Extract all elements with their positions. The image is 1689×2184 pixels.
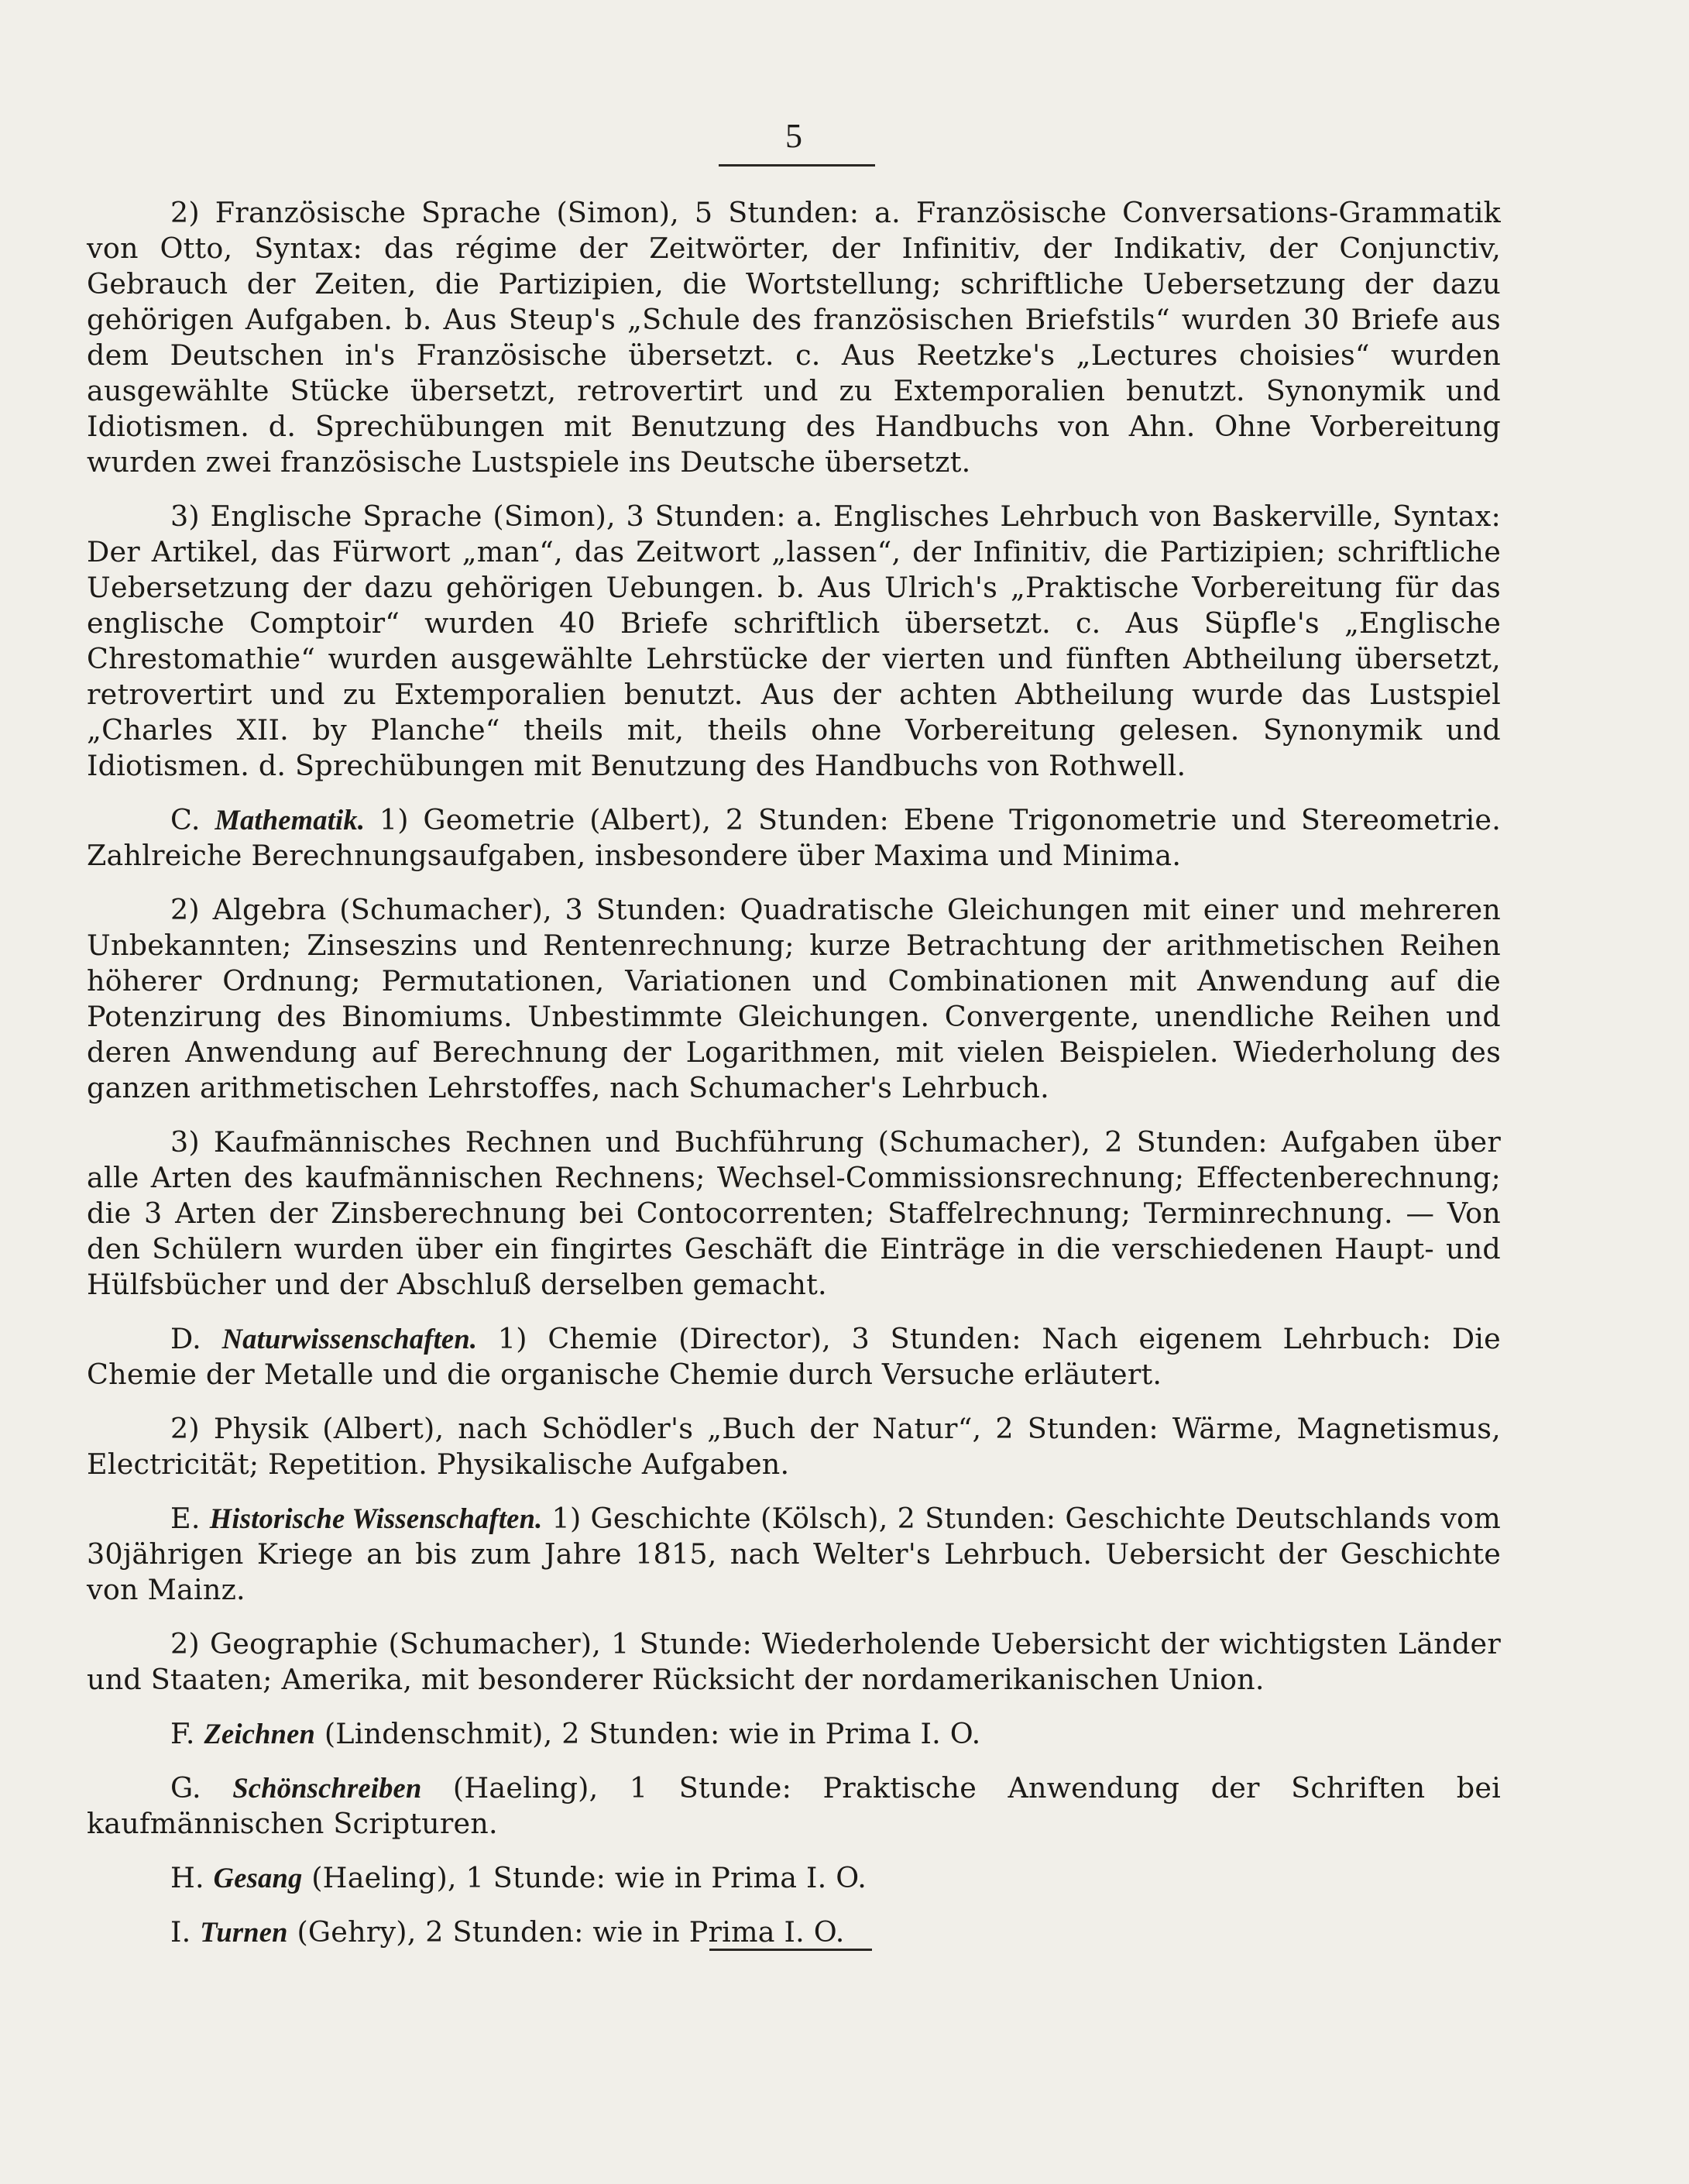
body-text <box>87 195 1501 1950</box>
section-letter: C. <box>170 803 201 836</box>
paragraph-naturwissenschaften <box>87 1321 1501 1392</box>
section-letter: F. <box>170 1717 195 1750</box>
section-heading: Gesang <box>213 1862 303 1894</box>
page-number: 5 <box>785 117 802 155</box>
header-rule <box>719 164 875 167</box>
section-heading: Mathematik. <box>215 804 366 836</box>
paragraph-text: (Lindenschmit), 2 Stunden: wie in Prima I. O. <box>315 1717 981 1750</box>
paragraph-text: 2) Geographie (Schumacher), 1 Stunde: Wiederholende Uebersicht der wichtigsten Länder und Staaten; Amerika, mit besonderer Rücksicht der nordamerikanischen Union. <box>87 1627 1501 1696</box>
paragraph-text: (Haeling), 1 Stunde: Praktische Anwendung der Schriften bei kaufmännischen Scripturen. <box>87 1771 1501 1840</box>
section-letter: I. <box>170 1915 191 1949</box>
paragraph-text: 1) Geschichte (Kölsch), 2 Stunden: Geschichte Deutschlands vom 30jährigen Kriege an bis zum Jahre 1815, nach Welter's Lehrbuch. Uebersicht der Geschichte von Mainz. <box>87 1502 1501 1606</box>
footer-rule <box>709 1949 872 1951</box>
section-heading: Schönschreiben <box>232 1772 422 1804</box>
section-letter: G. <box>170 1771 201 1805</box>
paragraph-text: 3) Englische Sprache (Simon), 3 Stunden: a. Englisches Lehrbuch von Baskerville, Syntax: Der Artikel, das Fürwort „man“, das Zeitwort „lassen“, der Infinitiv, die Partizipien; schriftliche Uebersetzung der dazu gehörigen Uebungen. b. Aus Ulrich's „Praktische Vorbereitung für das englische Comptoir“ wurden 40 Briefe schriftlich übersetzt. c. Aus Süpfle's „Englische Chrestomathie“ wurden ausgewählte Lehrstücke der vierten und fünften Abtheilung übersetzt, retrovertirt und zu Extemporalien benutzt. Aus der achten Abtheilung wurde das Lustspiel „Charles XII. by Planche“ theils mit, theils ohne Vorbereitung gelesen. Synonymik und Idiotismen. d. Sprechübungen mit Benutzung des Handbuchs von Rothwell. <box>87 500 1501 782</box>
paragraph-english <box>87 499 1501 784</box>
section-heading: Naturwissenschaften. <box>221 1323 478 1355</box>
paragraph-rechnen <box>87 1125 1501 1303</box>
section-heading: Turnen <box>200 1916 288 1948</box>
paragraph-text: 2) Physik (Albert), nach Schödler's „Buch der Natur“, 2 Stunden: Wärme, Magnetismus, Electricität; Repetition. Physikalische Aufgaben. <box>87 1412 1501 1481</box>
paragraph-physik <box>87 1411 1501 1482</box>
section-letter: H. <box>170 1861 204 1894</box>
paragraph-gesang <box>87 1860 1501 1896</box>
paragraph-turnen <box>87 1914 1501 1950</box>
section-letter: E. <box>170 1502 201 1535</box>
section-heading: Zeichnen <box>204 1718 316 1750</box>
paragraph-geographie <box>87 1626 1501 1698</box>
paragraph-french <box>87 195 1501 480</box>
paragraph-schoenschreiben <box>87 1770 1501 1842</box>
paragraph-text: 1) Chemie (Director), 3 Stunden: Nach eigenem Lehrbuch: Die Chemie der Metalle und die organische Chemie durch Versuche erläutert. <box>87 1322 1501 1391</box>
paragraph-zeichnen <box>87 1716 1501 1752</box>
paragraph-geschichte <box>87 1501 1501 1608</box>
paragraph-mathematik <box>87 802 1501 874</box>
paragraph-text: 3) Kaufmännisches Rechnen und Buchführung (Schumacher), 2 Stunden: Aufgaben über alle Arten des kaufmännischen Rechnens; Wechsel-Commissionsrechnung; Effectenberechnung; die 3 Arten der Zinsberechnung bei Contocorrenten; Staffelrechnung; Terminrechnung. — Von den Schülern wurden über ein fingirtes Geschäft die Einträge in die verschiedenen Haupt- und Hülfsbücher und der Abschluß derselben gemacht. <box>87 1125 1501 1301</box>
paragraph-text: (Haeling), 1 Stunde: wie in Prima I. O. <box>302 1861 867 1894</box>
section-letter: D. <box>170 1322 201 1355</box>
paragraph-text: 2) Algebra (Schumacher), 3 Stunden: Quadratische Gleichungen mit einer und mehreren Unbekannten; Zinseszins und Rentenrechnung; kurze Betrachtung der arithmetischen Reihen höherer Ordnung; Permutationen, Variationen und Combinationen mit Anwendung auf die Potenzirung des Binomiums. Unbestimmte Gleichungen. Convergente, unendliche Reihen und deren Anwendung auf Berechnung der Logarithmen, mit vielen Beispielen. Wiederholung des ganzen arithmetischen Lehrstoffes, nach Schumacher's Lehrbuch. <box>87 893 1501 1104</box>
paragraph-text: 2) Französische Sprache (Simon), 5 Stunden: a. Französische Conversations-Grammatik von Otto, Syntax: das régime der Zeitwörter, der Infinitiv, der Indikativ, der Conjunctiv, Gebrauch der Zeiten, die Partizipien, die Wortstellung; schriftliche Uebersetzung der dazu gehörigen Aufgaben. b. Aus Steup's „Schule des französischen Briefstils“ wurden 30 Briefe aus dem Deutschen in's Französische übersetzt. c. Aus Reetzke's „Lectures choisies“ wurden ausgewählte Stücke übersetzt, retrovertirt und zu Extemporalien benutzt. Synonymik und Idiotismen. d. Sprechübungen mit Benutzung des Handbuchs von Ahn. Ohne Vorbereitung wurden zwei französische Lustspiele ins Deutsche übersetzt. <box>87 196 1501 479</box>
paragraph-text: (Gehry), 2 Stunden: wie in Prima I. O. <box>287 1915 845 1949</box>
section-heading: Historische Wissenschaften. <box>209 1502 543 1534</box>
paragraph-text: 1) Geometrie (Albert), 2 Stunden: Ebene Trigonometrie und Stereometrie. Zahlreiche Berechnungsaufgaben, insbesondere über Maxima und Minima. <box>87 803 1502 872</box>
paragraph-algebra <box>87 892 1501 1106</box>
